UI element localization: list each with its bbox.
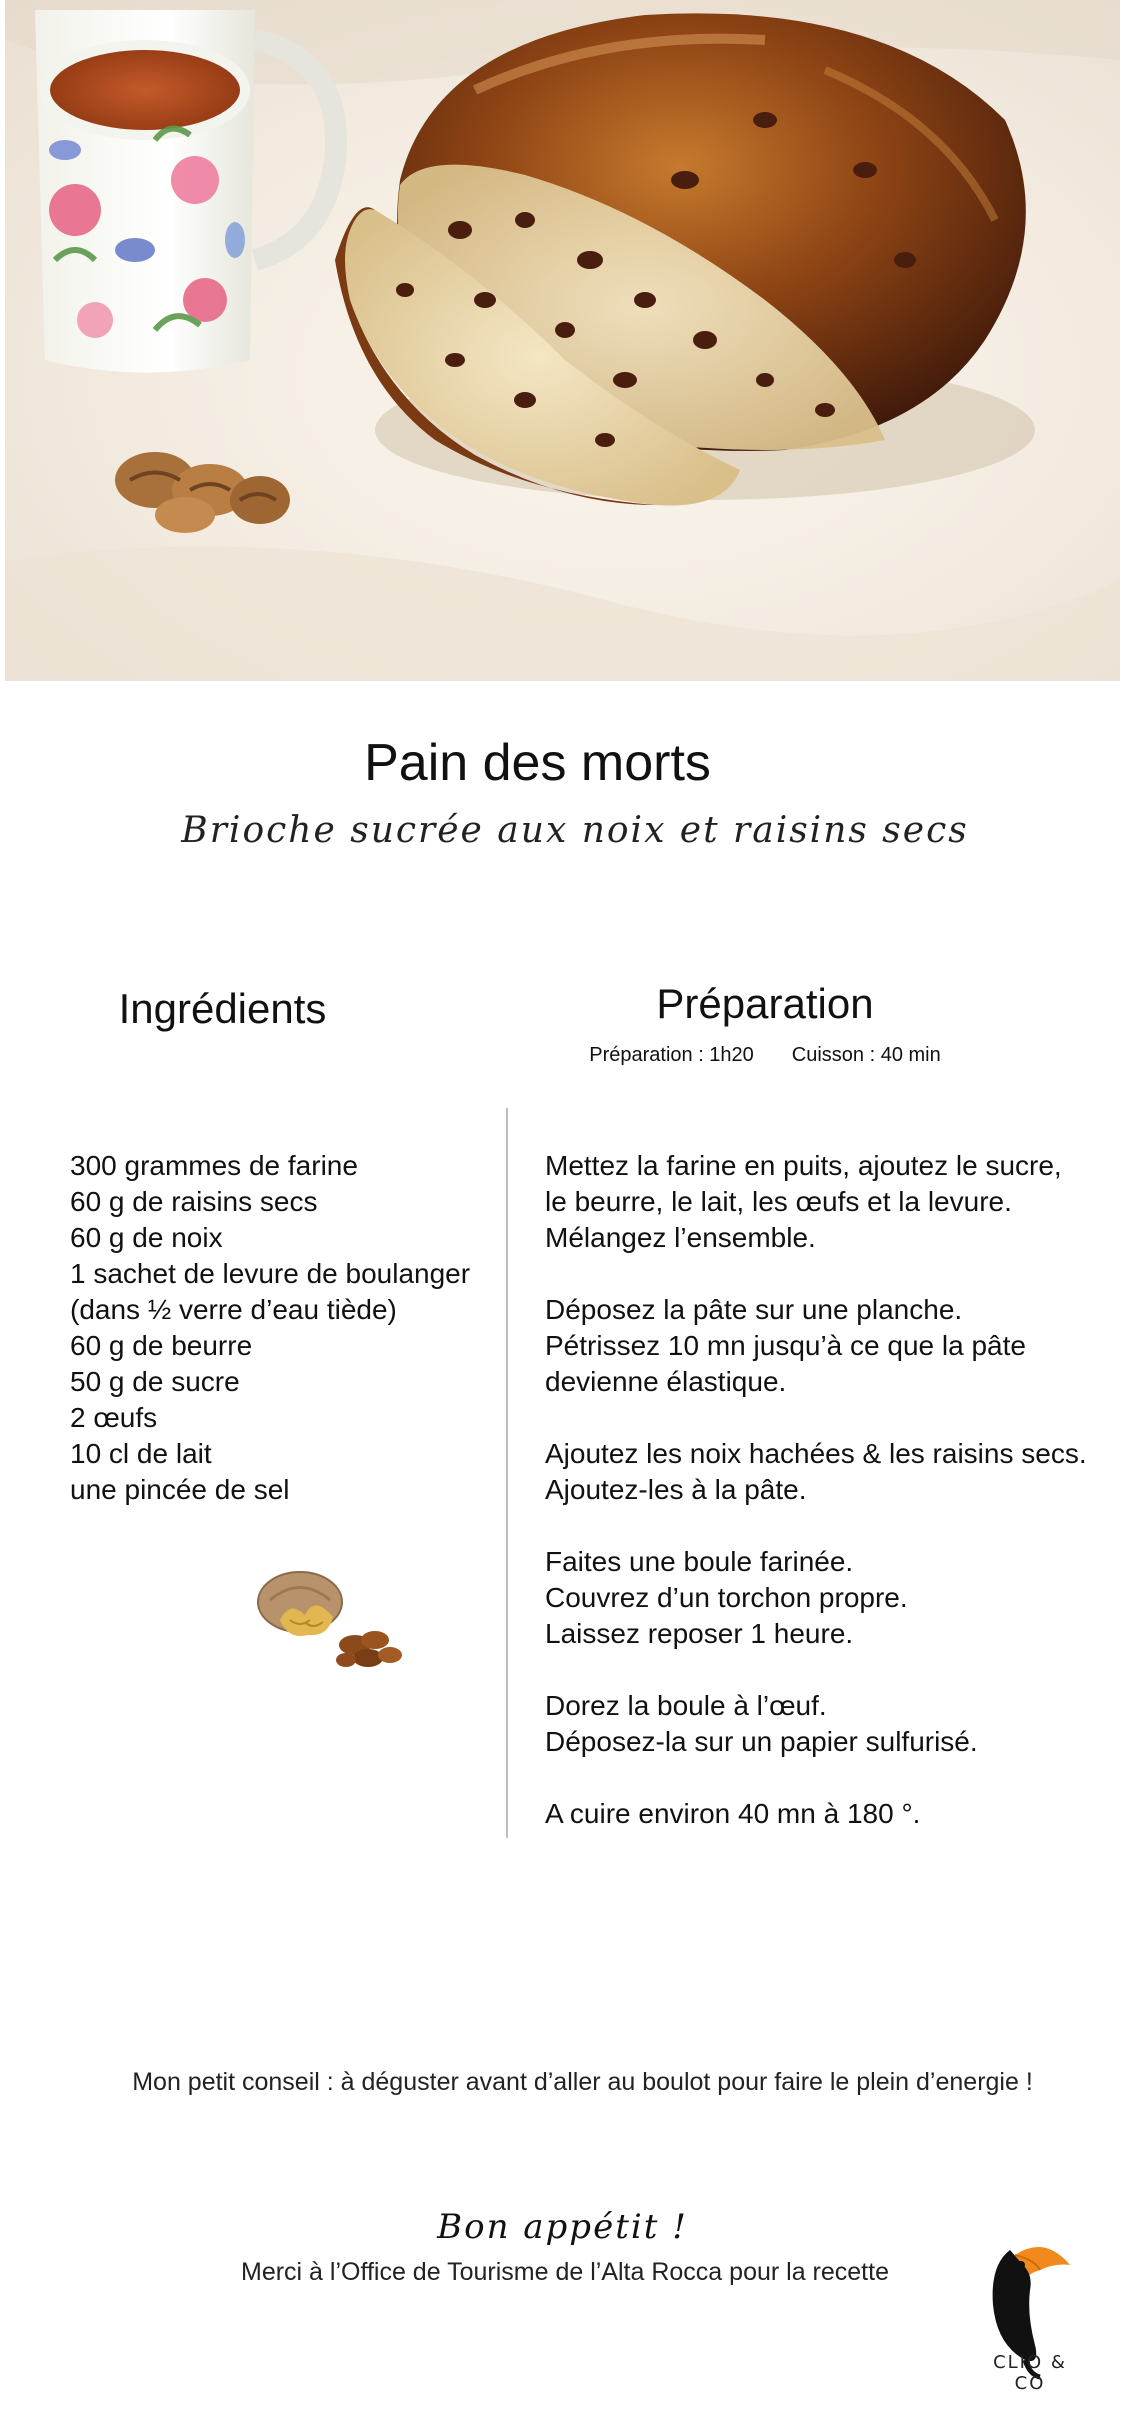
step-line: Faites une boule farinée. [545,1546,854,1577]
timing-info [565,1044,965,1067]
preparation-heading: Préparation [656,980,874,1027]
step-item [545,1436,1115,1508]
thanks-text: Merci à l’Office de Tourisme de l’Alta Rocca pour la recette [241,2258,889,2286]
step-line: Déposez la pâte sur une planche. [545,1294,963,1325]
step-line: Pétrissez 10 mn jusqu’à ce que la pâte [545,1330,1026,1361]
ingredients-heading: Ingrédients [118,985,327,1032]
prep-time: Préparation : 1h20 [589,1044,754,1066]
brioche-photo-icon [5,0,1120,680]
step-line: Couvrez d’un torchon propre. [545,1582,908,1613]
step-item [545,1688,1115,1760]
ingredient-item: 1 sachet de levure de boulanger [70,1258,471,1289]
ingredient-item: (dans ½ verre d’eau tiède) [70,1294,397,1325]
ingredient-item: 60 g de beurre [70,1330,253,1361]
step-item [545,1148,1115,1256]
recipe-subtitle: Brioche sucrée aux noix et raisins secs [181,810,969,851]
step-line: Mettez la farine en puits, ajoutez le sucre, [545,1150,1062,1181]
preparation-steps [545,1148,1115,1868]
ingredients-list [70,1148,470,1508]
brand-logo-text: CLIO & CO [993,2352,1067,2394]
recipe-title: Pain des morts [364,734,711,792]
step-line: A cuire environ 40 mn à 180 °. [545,1798,921,1829]
step-line: Dorez la boule à l’œuf. [545,1690,827,1721]
step-line: Ajoutez-les à la pâte. [545,1474,807,1505]
ingredient-item: 60 g de raisins secs [70,1186,318,1217]
ingredient-item: 10 cl de lait [70,1438,212,1469]
step-line: le beurre, le lait, les œufs et la levure. [545,1186,1012,1217]
step-line: Déposez-la sur un papier sulfurisé. [545,1726,978,1757]
step-item [545,1292,1115,1400]
ingredient-item: 60 g de noix [70,1222,223,1253]
cook-time: Cuisson : 40 min [791,1044,941,1066]
ingredient-item: 2 œufs [70,1402,158,1433]
step-line: devienne élastique. [545,1366,787,1397]
step-line: Mélangez l’ensemble. [545,1222,816,1253]
tip-text: Mon petit conseil : à déguster avant d’aller au boulot pour faire le plein d’energie ! [132,2068,1033,2096]
ingredient-item: 50 g de sucre [70,1366,240,1397]
hero-photo [5,0,1120,681]
step-item [545,1544,1115,1652]
walnuts-raisins-icon [250,1560,410,1680]
step-line: Ajoutez les noix hachées & les raisins secs. [545,1438,1087,1469]
ingredient-item: 300 grammes de farine [70,1150,358,1181]
column-divider [506,1108,508,1838]
ingredient-item: une pincée de sel [70,1474,290,1505]
bon-appetit-text: Bon appétit ! [437,2207,688,2247]
step-line: Laissez reposer 1 heure. [545,1618,854,1649]
step-item [545,1796,1115,1832]
